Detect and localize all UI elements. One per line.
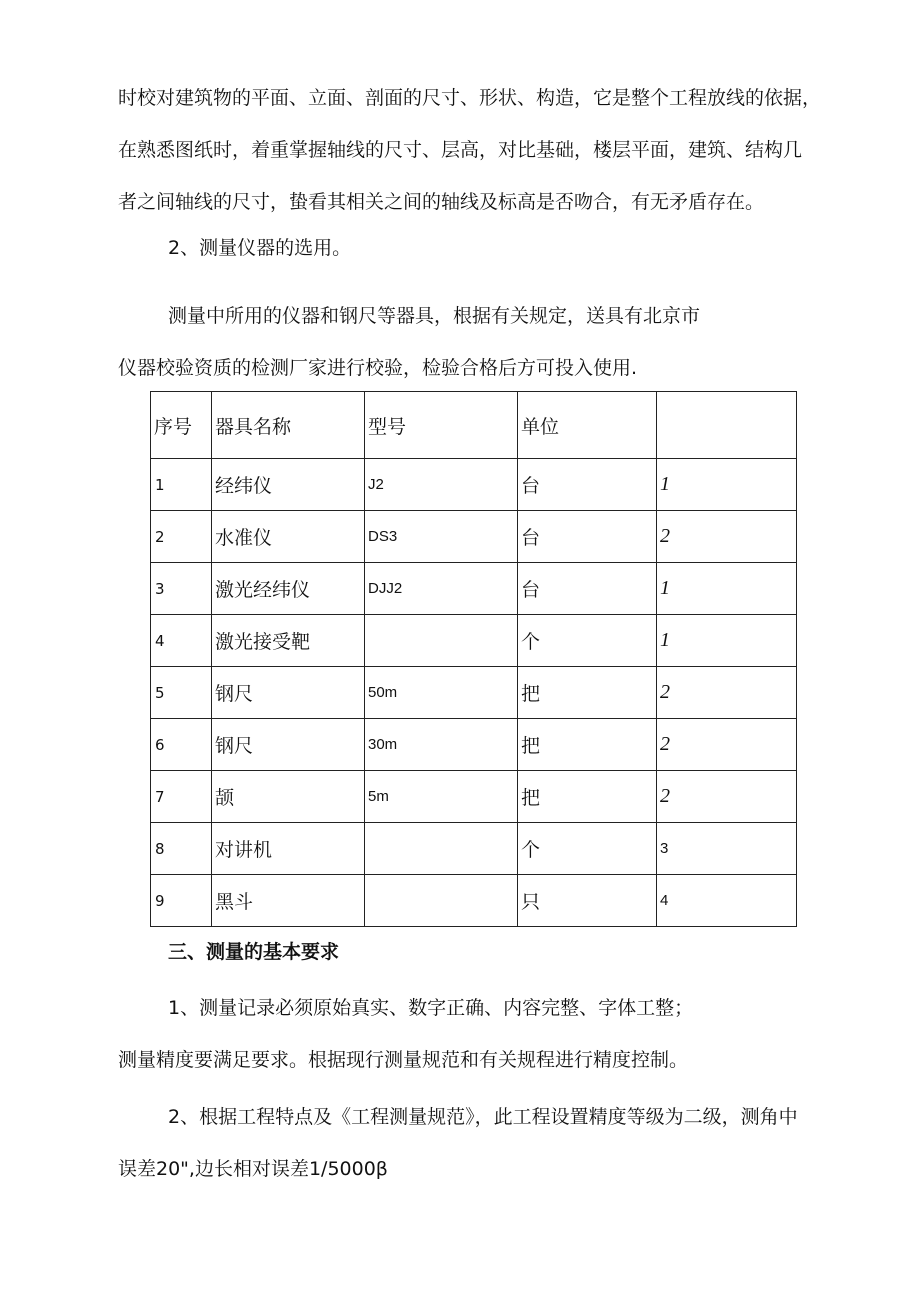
intro-line-2: 在熟悉图纸时，着重掌握轴线的尺寸、层高，对比基础，楼层平面，建筑、结构几 [118,139,803,161]
row-model [365,615,518,667]
row-model: J2 [365,459,518,511]
row-num: 5 [151,667,212,719]
table-row [151,719,797,771]
section-2-heading-text: 2、测量仪器的选用。 [168,237,352,259]
row-num: 7 [151,771,212,823]
row-model: 30m [365,719,518,771]
row-model: DS3 [365,511,518,563]
table-row [151,771,797,823]
table-row [151,667,797,719]
instruments-line-2: 仪器校验资质的检测厂家进行校验，检验合格后方可投入使用. [118,357,638,379]
table-row [151,875,797,927]
row-num: 1 [151,459,212,511]
row-name: 经纬仪 [212,459,365,511]
requirement-2-line-2: 误差20",边长相对误差1∕5000β [118,1158,388,1180]
row-num: 3 [151,563,212,615]
row-unit: 把 [518,667,657,719]
row-num: 2 [151,511,212,563]
equipment-table [150,391,797,927]
intro-paragraph [118,72,842,228]
section-3-heading [118,926,892,978]
row-unit: 只 [518,875,657,927]
header-quantity [657,392,797,459]
row-name: 颉 [212,771,365,823]
table-header-row [151,392,797,459]
row-unit: 个 [518,823,657,875]
requirement-2-line-1: 2、根据工程特点及《工程测量规范》，此工程设置精度等级为二级，测角中 [168,1106,798,1128]
table-row [151,563,797,615]
row-model: 5m [365,771,518,823]
table-row [151,459,797,511]
row-qty: 1 [657,563,797,615]
header-model: 型号 [365,392,518,459]
table-row [151,615,797,667]
table-row [151,823,797,875]
row-name: 黑斗 [212,875,365,927]
requirement-2-paragraph [118,1091,842,1195]
row-name: 激光接受靶 [212,615,365,667]
intro-line-1: 时校对建筑物的平面、立面、剖面的尺寸、形状、构造，它是整个工程放线的依据， [118,87,822,109]
header-unit: 单位 [518,392,657,459]
row-num: 6 [151,719,212,771]
row-qty: 2 [657,719,797,771]
row-unit: 台 [518,563,657,615]
row-name: 水准仪 [212,511,365,563]
row-unit: 把 [518,719,657,771]
row-unit: 把 [518,771,657,823]
row-name: 钢尺 [212,719,365,771]
row-name: 钢尺 [212,667,365,719]
requirement-1-paragraph [118,982,842,1086]
row-model [365,823,518,875]
row-num: 8 [151,823,212,875]
row-name: 激光经纬仪 [212,563,365,615]
row-qty: 4 [657,875,797,927]
row-unit: 台 [518,511,657,563]
row-qty: 2 [657,667,797,719]
instruments-paragraph [118,290,842,394]
row-model: DJJ2 [365,563,518,615]
intro-line-3: 者之间轴线的尺寸，蛰看其相关之间的轴线及标高是否吻合，有无矛盾存在。 [118,191,765,213]
row-qty: 1 [657,459,797,511]
row-num: 4 [151,615,212,667]
row-qty: 2 [657,511,797,563]
row-qty: 2 [657,771,797,823]
header-serial: 序号 [151,392,212,459]
header-name: 器具名称 [212,392,365,459]
row-model: 50m [365,667,518,719]
row-unit: 台 [518,459,657,511]
row-model [365,875,518,927]
table-row [151,511,797,563]
row-qty: 3 [657,823,797,875]
instruments-line-1: 测量中所用的仪器和钢尺等器具，根据有关规定，送具有北京市 [168,305,701,327]
row-num: 9 [151,875,212,927]
requirement-1-line-1: 1、测量记录必须原始真实、数字正确、内容完整、字体工整； [168,997,694,1019]
row-unit: 个 [518,615,657,667]
section-2-heading [118,222,892,274]
section-3-heading-text: 三、测量的基本要求 [168,941,340,963]
row-name: 对讲机 [212,823,365,875]
requirement-1-line-2: 测量精度要满足要求。根据现行测量规范和有关规程进行精度控制。 [118,1049,689,1071]
row-qty: 1 [657,615,797,667]
